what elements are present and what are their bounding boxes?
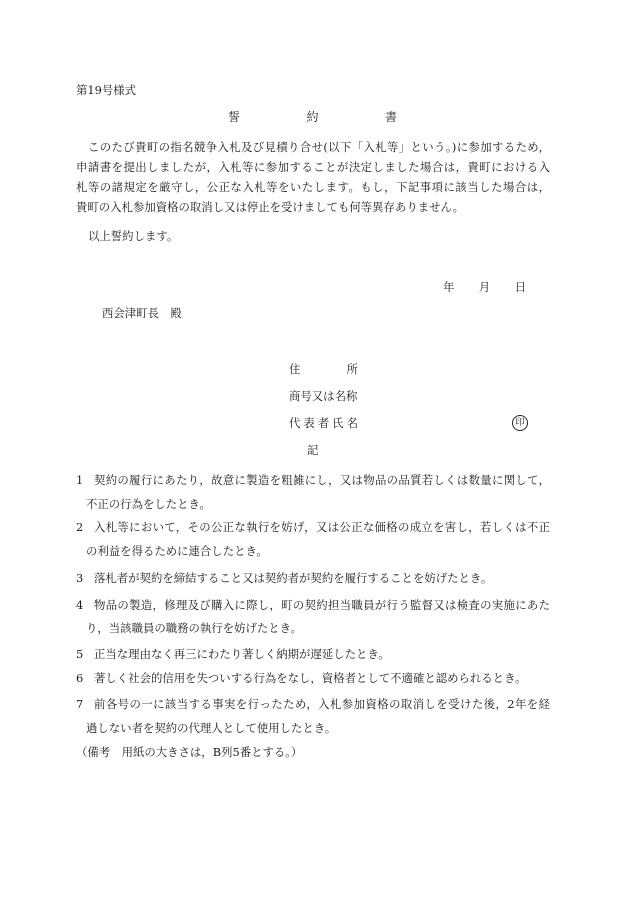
- item-number: 2: [76, 520, 84, 534]
- list-item: [76, 671, 550, 685]
- seal-mark: [512, 415, 528, 431]
- address-label-char: 所: [346, 362, 358, 376]
- representative-label-char: 表: [303, 416, 315, 430]
- item-number: 4: [76, 598, 84, 612]
- item-number: 3: [76, 571, 84, 585]
- item-text: 前各号の一に該当する事実を行ったため，入札参加資格の取消しを受けた後，2年を経: [94, 697, 550, 711]
- company-name-label: 商号又は名称: [289, 389, 358, 403]
- list-item: [76, 647, 550, 661]
- item-number: 1: [76, 473, 84, 487]
- representative-label-char: 氏: [332, 416, 344, 430]
- date-month-label: 月: [478, 280, 491, 294]
- representative-name-label: [289, 416, 358, 430]
- title-char: 書: [384, 110, 397, 124]
- date-day-label: 日: [514, 280, 526, 294]
- ki-heading: 記: [307, 443, 319, 457]
- form-number: 第19号様式: [76, 83, 137, 97]
- addressee: 西会津町長 殿: [102, 306, 182, 320]
- item-text-continued: り，当該職員の職務の執行を妨げたとき。: [86, 621, 302, 635]
- closing-statement: 以上誓約します。: [88, 229, 179, 243]
- item-text: 落札者が契約を締結すること又は契約者が契約を履行することを妨げたとき。: [94, 571, 493, 585]
- representative-label-char: 名: [346, 416, 358, 430]
- item-text: 物品の製造，修理及び購入に際し，町の契約担当職員が行う監督又は検査の実施にあた: [94, 598, 550, 612]
- list-item: [76, 473, 550, 487]
- statement-line: このたび貴町の指名競争入札及び見積り合せ(以下「入札等」という。)に参加するため，: [88, 140, 550, 154]
- item-text: 正当な理由なく再三にわたり著しく納期が遅延したとき。: [94, 647, 390, 661]
- title-char: 約: [306, 110, 319, 124]
- statement-line: 貴町の入札参加資格の取消し又は停止を受けましても何等異存ありません。: [76, 200, 464, 214]
- item-text: 契約の履行にあたり，故意に製造を粗雑にし，又は物品の品質若しくは数量に関して，: [94, 473, 550, 487]
- seal-label: 印: [515, 418, 525, 428]
- item-number: 5: [76, 647, 84, 661]
- representative-label-char: 代: [289, 416, 301, 430]
- date-line: [443, 280, 526, 294]
- list-item: [76, 520, 550, 534]
- item-text-continued: 不正の行為をしたとき。: [86, 497, 211, 511]
- title-char: 誓: [228, 110, 241, 124]
- representative-label-char: 者: [317, 416, 330, 430]
- item-text: 著しく社会的信用を失ついする行為をなし，資格者として不適確と認められるとき。: [94, 671, 527, 685]
- date-year-label: 年: [443, 280, 455, 294]
- item-number: 6: [76, 671, 84, 685]
- list-item: [76, 697, 550, 711]
- item-text: 入札等において，その公正な執行を妨げ，又は公正な価格の成立を害し，若しくは不正: [94, 520, 550, 534]
- document-title: [228, 110, 397, 124]
- item-number: 7: [76, 697, 84, 711]
- address-label: [289, 362, 358, 376]
- address-label-char: 住: [289, 362, 301, 376]
- list-item: [76, 571, 550, 585]
- statement-line: 札等の諸規定を厳守し，公正な入札等をいたします。もし，下記事項に該当した場合は，: [76, 180, 550, 194]
- item-text-continued: 過しない者を契約の代理人として使用したとき。: [86, 721, 337, 735]
- statement-line: 申請書を提出しましたが，入札等に参加することが決定しました場合は，貴町における入: [76, 160, 550, 174]
- item-text-continued: の利益を得るために連合したとき。: [86, 544, 268, 558]
- remark-note: （備考 用紙の大きさは，B列5番とする。）: [76, 745, 303, 759]
- list-item: [76, 598, 550, 612]
